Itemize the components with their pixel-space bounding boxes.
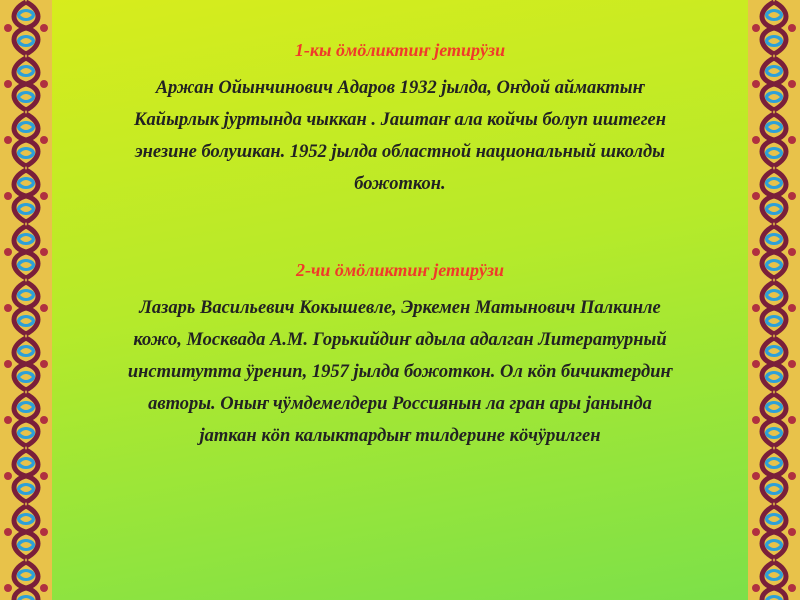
right-ornament-border — [748, 0, 800, 600]
text-line: Кайырлык јуртында чыккан . Јаштаҥ ала койчы болуп иштеген — [133, 110, 667, 130]
text-line: Аржан Ойынчинович Адаров 1932 јылда, Оҥдой аймактыҥ — [155, 78, 645, 98]
text-line: Лазарь Васильевич Кокышевле, Эркемен Матынович Палкинле — [139, 298, 661, 318]
section-2-text — [70, 292, 730, 452]
section-1-text — [70, 72, 730, 200]
text-line: институтта ӱренип, 1957 јылда божоткон. Ол кӧп бичиктердиҥ — [127, 362, 673, 382]
text-line: энезине болушкан. 1952 јылда областной национальный школды — [134, 142, 666, 162]
section-1 — [70, 38, 730, 200]
text-line: јаткан кӧп калыктардыҥ тилдерине кӧчӱрилген — [199, 426, 601, 446]
section-2 — [70, 258, 730, 452]
section-2-heading: 2-чи ӧмӧликтиҥ јетирӱзи — [295, 260, 505, 280]
left-ornament-border — [0, 0, 52, 600]
section-1-heading: 1-кы ӧмӧликтиҥ јетирӱзи — [294, 40, 506, 60]
text-line: авторы. Оныҥ чӱмдемелдери Россиянын ла гран ары јанында — [148, 394, 652, 414]
text-line: божоткон. — [354, 174, 446, 194]
slide-content — [70, 38, 730, 452]
text-line: кожо, Москвада А.М. Горькийдиҥ адыла адалган Литературный — [133, 330, 667, 350]
